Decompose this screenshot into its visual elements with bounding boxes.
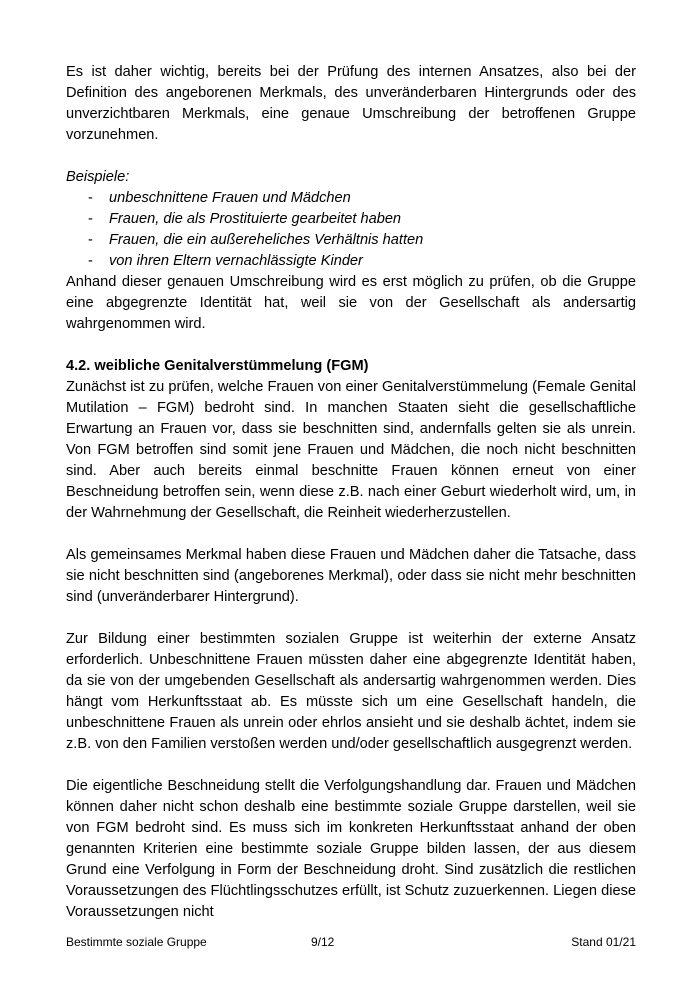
footer-version: Stand 01/21 — [571, 935, 636, 949]
list-bullet: - — [88, 190, 93, 206]
list-bullet: - — [88, 253, 93, 269]
document-page — [66, 62, 636, 923]
section-paragraph-3: Zur Bildung einer bestimmten sozialen Gruppe ist weiterhin der externe Ansatz erforderlich. Unbeschnittene Frauen müssten daher eine abgegrenzte Identität haben, da sie von der umgebenden Gesellschaft als andersartig wahrgenommen werden. Dies hängt vom Herkunftsstaat ab. Es müsste sich um eine Gesellschaft handeln, die unbeschnittene Frauen als unrein oder ehrlos ansieht und sie deshalb ächtet, indem sie z.B. von den Familien verstoßen werden und/oder gesellschaftlich ausgegrenzt werden. — [66, 631, 636, 752]
list-item — [66, 230, 636, 251]
section-paragraph-1: Zunächst ist zu prüfen, welche Frauen von einer Genitalverstümmelung (Female Genital Mutilation – FGM) bedroht sind. In manchen Staaten sieht die gesellschaftliche Erwartung an Frauen vor, dass sie beschnitten sind, andernfalls gelten sie als unrein. Von FGM betroffen sind somit jene Frauen und Mädchen, die noch nicht beschnitten sind. Aber auch bereits einmal beschnitte Frauen können erneut von einer Beschneidung betroffen sein, wenn diese z.B. nach einer Geburt wiederholt wird, um, in der Wahrnehmung der Gesellschaft, die Reinheit wiederherzustellen. — [66, 379, 636, 521]
section-heading: 4.2. weibliche Genitalverstümmelung (FGM) — [66, 358, 369, 374]
intro-paragraph: Es ist daher wichtig, bereits bei der Prüfung des internen Ansatzes, also bei der Definition des angeborenen Merkmals, des unveränderbaren Hintergrunds oder des unverzichtbaren Merkmals, eine genaue Umschreibung der betroffenen Gruppe vorzunehmen. — [66, 64, 636, 143]
list-item-text: von ihren Eltern vernachlässigte Kinder — [109, 253, 363, 269]
list-item — [66, 251, 636, 272]
list-item-text: Frauen, die ein außereheliches Verhältnis hatten — [109, 232, 424, 248]
list-item — [66, 209, 636, 230]
examples-list — [66, 188, 636, 272]
list-item-text: unbeschnittene Frauen und Mädchen — [109, 190, 351, 206]
examples-heading: Beispiele: — [66, 169, 130, 185]
paragraph-after-examples: Anhand dieser genauen Umschreibung wird es erst möglich zu prüfen, ob die Gruppe eine abgegrenzte Identität hat, weil sie von der Gesellschaft als andersartig wahrgenommen wird. — [66, 274, 636, 332]
footer-page-number: 9/12 — [311, 935, 335, 949]
list-bullet: - — [88, 211, 93, 227]
section-paragraph-2: Als gemeinsames Merkmal haben diese Frauen und Mädchen daher die Tatsache, dass sie nicht beschnitten sind (angeborenes Merkmal), oder dass sie nicht mehr beschnitten sind (unveränderbarer Hintergrund). — [66, 547, 636, 605]
list-item — [66, 188, 636, 209]
footer-title: Bestimmte soziale Gruppe — [66, 935, 207, 949]
section-paragraph-4: Die eigentliche Beschneidung stellt die Verfolgungshandlung dar. Frauen und Mädchen können daher nicht schon deshalb eine bestimmte soziale Gruppe darstellen, weil sie von FGM bedroht sind. Es muss sich im konkreten Herkunftsstaat anhand der oben genannten Kriterien eine bestimmte soziale Gruppe bilden lassen, der aus diesem Grund eine Verfolgung in Form der Beschneidung droht. Sind zusätzlich die restlichen Voraussetzungen des Flüchtlingsschutzes erfüllt, ist Schutz zuzuerkennen. Liegen diese Voraussetzungen nicht — [66, 778, 636, 920]
list-bullet: - — [88, 232, 93, 248]
list-item-text: Frauen, die als Prostituierte gearbeitet haben — [109, 211, 402, 227]
